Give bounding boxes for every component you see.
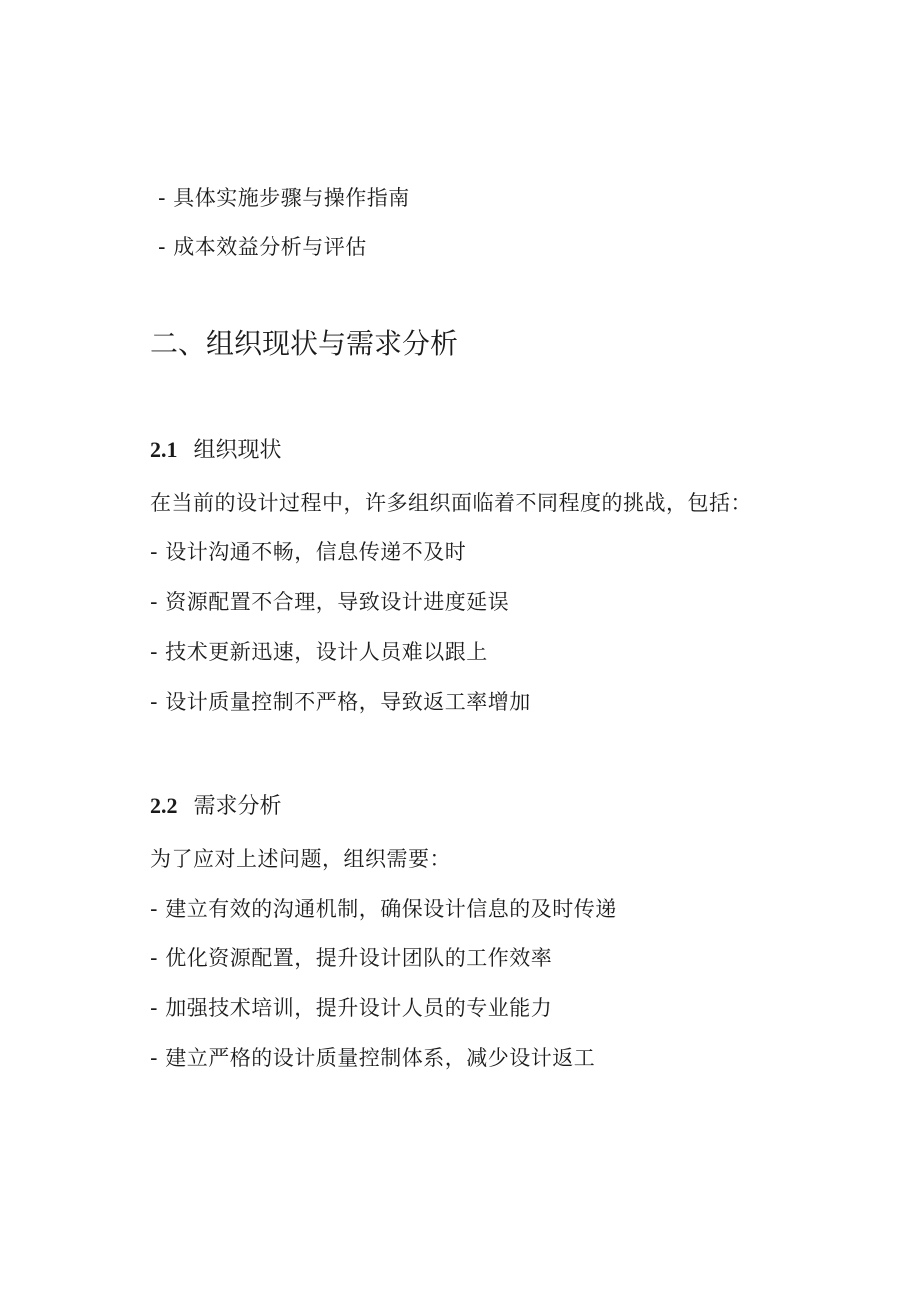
list-item: - 成本效益分析与评估 [158,235,367,259]
subsection-heading [150,435,282,466]
subsection-title: 需求分析 [193,794,282,819]
subsection-heading [150,791,282,822]
list-item: - 加强技术培训，提升设计人员的专业能力 [150,996,553,1020]
list-item: - 具体实施步骤与操作指南 [158,186,410,210]
paragraph: 为了应对上述问题，组织需要： [150,847,451,871]
section-heading: 二、组织现状与需求分析 [150,327,459,360]
list-item: - 建立有效的沟通机制，确保设计信息的及时传递 [150,897,617,921]
list-item: - 设计沟通不畅，信息传递不及时 [150,540,467,564]
paragraph: 在当前的设计过程中，许多组织面临着不同程度的挑战，包括： [150,491,752,515]
list-item: - 优化资源配置，提升设计团队的工作效率 [150,946,553,970]
subsection-title: 组织现状 [193,438,282,463]
list-item: - 资源配置不合理，导致设计进度延误 [150,590,510,614]
list-item: - 设计质量控制不严格，导致返工率增加 [150,690,531,714]
subsection-number: 2.1 [150,437,178,462]
list-item: - 技术更新迅速，设计人员难以跟上 [150,640,488,664]
subsection-number: 2.2 [150,793,178,818]
list-item: - 建立严格的设计质量控制体系，减少设计返工 [150,1046,596,1070]
